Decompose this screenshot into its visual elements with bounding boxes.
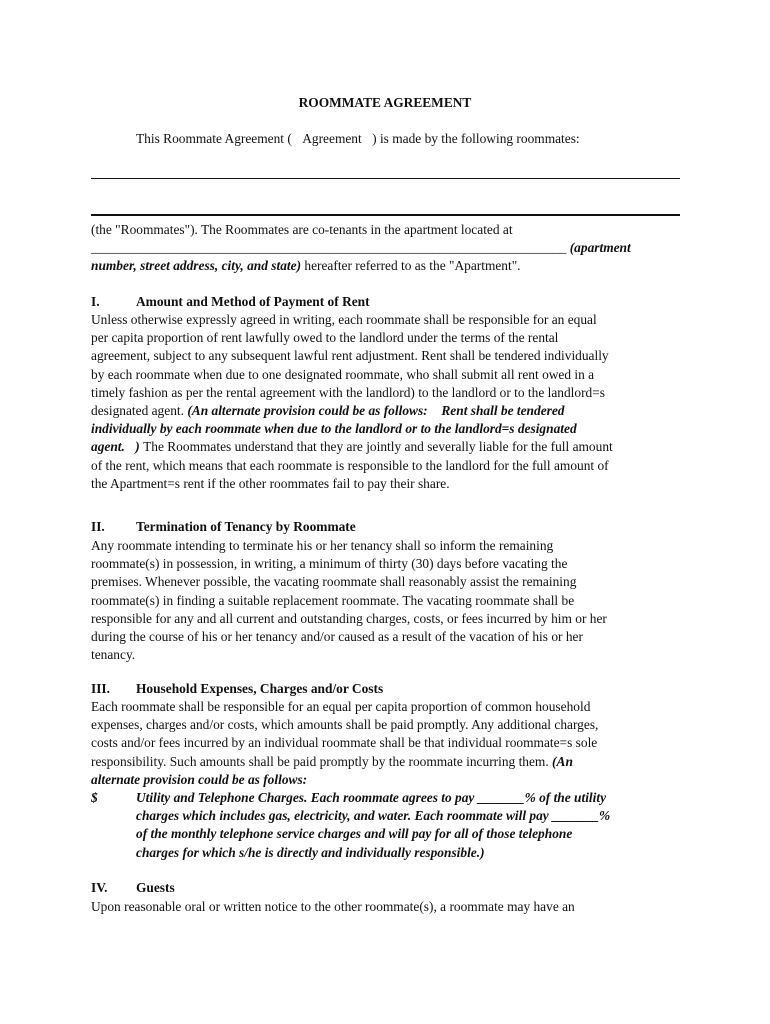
section-4-heading (91, 879, 680, 897)
bullet-line: charges for which s/he is directly and individually responsible.) (136, 844, 485, 860)
section-1-text: designated agent. (91, 403, 188, 419)
section-4-line: Upon reasonable oral or written notice to the other roommate(s), a roommate may have an (91, 899, 575, 914)
section-1-line: of the rent, which means that each roommate is responsible to the landlord for the full amount of (91, 457, 609, 473)
section-3-text: responsibility. Such amounts shall be paid promptly by the roommate incurring them. (91, 753, 553, 769)
bullet-line: of the monthly telephone service charges and will pay for all of those telephone (136, 826, 573, 842)
section-2-heading (91, 518, 680, 536)
address-note: (apartment (566, 240, 631, 255)
roommate-name-blank-line (91, 178, 680, 179)
section-1-line: the Apartment=s rent if the other roommates fail to pay their share. (91, 475, 450, 491)
section-3-line: expenses, charges and/or costs, which amounts shall be paid promptly. Any additional charges, (91, 717, 599, 733)
section-3-number: III. (91, 681, 110, 696)
section-1-alt-provision-end: agent. ) (91, 439, 133, 455)
section-2-line: roommate(s) in finding a suitable replacement roommate. The vacating roommate shall be (91, 592, 575, 608)
section-2-line: tenancy. (91, 647, 136, 663)
section-4-number: IV. (91, 880, 108, 895)
section-3-line: costs and/or fees incurred by an individual roommate shall be that individual roommate=s sole (91, 735, 598, 751)
section-2-line: responsible for any and all current and outstanding charges, costs, or fees incurred by him or her (91, 610, 607, 626)
section-2-title: Termination of Tenancy by Roommate (136, 519, 356, 534)
section-4-title: Guests (136, 880, 175, 895)
bullet-symbol: $ (91, 790, 98, 805)
roommates-line: (the "Roommates"). The Roommates are co-tenants in the apartment located at (91, 222, 513, 237)
address-line (91, 239, 680, 257)
section-3-alt-provision: (An (552, 753, 573, 769)
section-3-line: alternate provision could be as follows: (91, 771, 308, 787)
section-3-title: Household Expenses, Charges and/or Costs (136, 681, 384, 696)
section-1-body (91, 311, 680, 493)
address-rest: hereafter referred to as the "Apartment". (301, 258, 521, 273)
section-2-line: roommate(s) in possession, in writing, a minimum of thirty (30) days before vacating the (91, 556, 568, 572)
section-1-line (91, 402, 680, 420)
section-1-number: I. (91, 294, 100, 309)
section-1-line: timely fashion as per the rental agreement with the landlord) to the landlord or to the landlord=s (91, 384, 606, 400)
intro-sentence: This Roommate Agreement ( Agreement ) is made by the following roommates: (136, 131, 565, 146)
section-1-heading (91, 293, 680, 311)
bullet-line: Utility and Telephone Charges. Each roommate agrees to pay _______% of the utility (136, 790, 607, 805)
bullet-line: charges which includes gas, electricity, and water. Each roommate will pay _______% (136, 808, 611, 824)
section-4-body (91, 898, 680, 916)
section-3-heading (91, 680, 680, 698)
section-1-line: by each roommate when due to one designated roommate, who shall submit all rent owed in a (91, 366, 595, 382)
address-description-line (91, 257, 680, 275)
section-1-line: agreement, subject to any subsequent lawful rent adjustment. Rent shall be tendered individually (91, 348, 609, 364)
section-1-line: Unless otherwise expressly agreed in writing, each roommate shall be responsible for an equal (91, 312, 597, 327)
section-2-number: II. (91, 519, 105, 534)
section-1-line (91, 438, 680, 456)
address-blank: _______________________________________________________________________ (91, 240, 567, 255)
section-1-alt-provision: (An alternate provision could be as follows: Rent shall be tendered (187, 403, 555, 419)
roommate-name-blank-line-2 (91, 214, 680, 216)
section-1-line: per capita proportion of rent lawfully owed to the landlord under the terms of the rental (91, 330, 559, 346)
section-2-line: premises. Whenever possible, the vacating roommate shall reasonably assist the remaining (91, 574, 577, 590)
section-3-body (91, 698, 680, 789)
section-3-line: Each roommate shall be responsible for an equal per capita proportion of common household (91, 699, 591, 714)
address-note-cont: number, street address, city, and state) (91, 258, 302, 273)
section-2-line: Any roommate intending to terminate his or her tenancy shall so inform the remaining (91, 538, 554, 553)
document-title: ROOMMATE AGREEMENT (298, 95, 472, 110)
utility-bullet (136, 789, 680, 862)
section-1-line: individually by each roommate when due to the landlord or to the landlord=s designated (91, 421, 577, 437)
section-1-title: Amount and Method of Payment of Rent (136, 294, 370, 309)
section-1-text: The Roommates understand that they are jointly and severally liable for the full amount (132, 439, 606, 455)
section-3-line (91, 753, 680, 771)
section-2-line: during the course of his or her tenancy and/or caused as a result of the vacation of his or her (91, 629, 583, 645)
section-2-body (91, 537, 680, 664)
